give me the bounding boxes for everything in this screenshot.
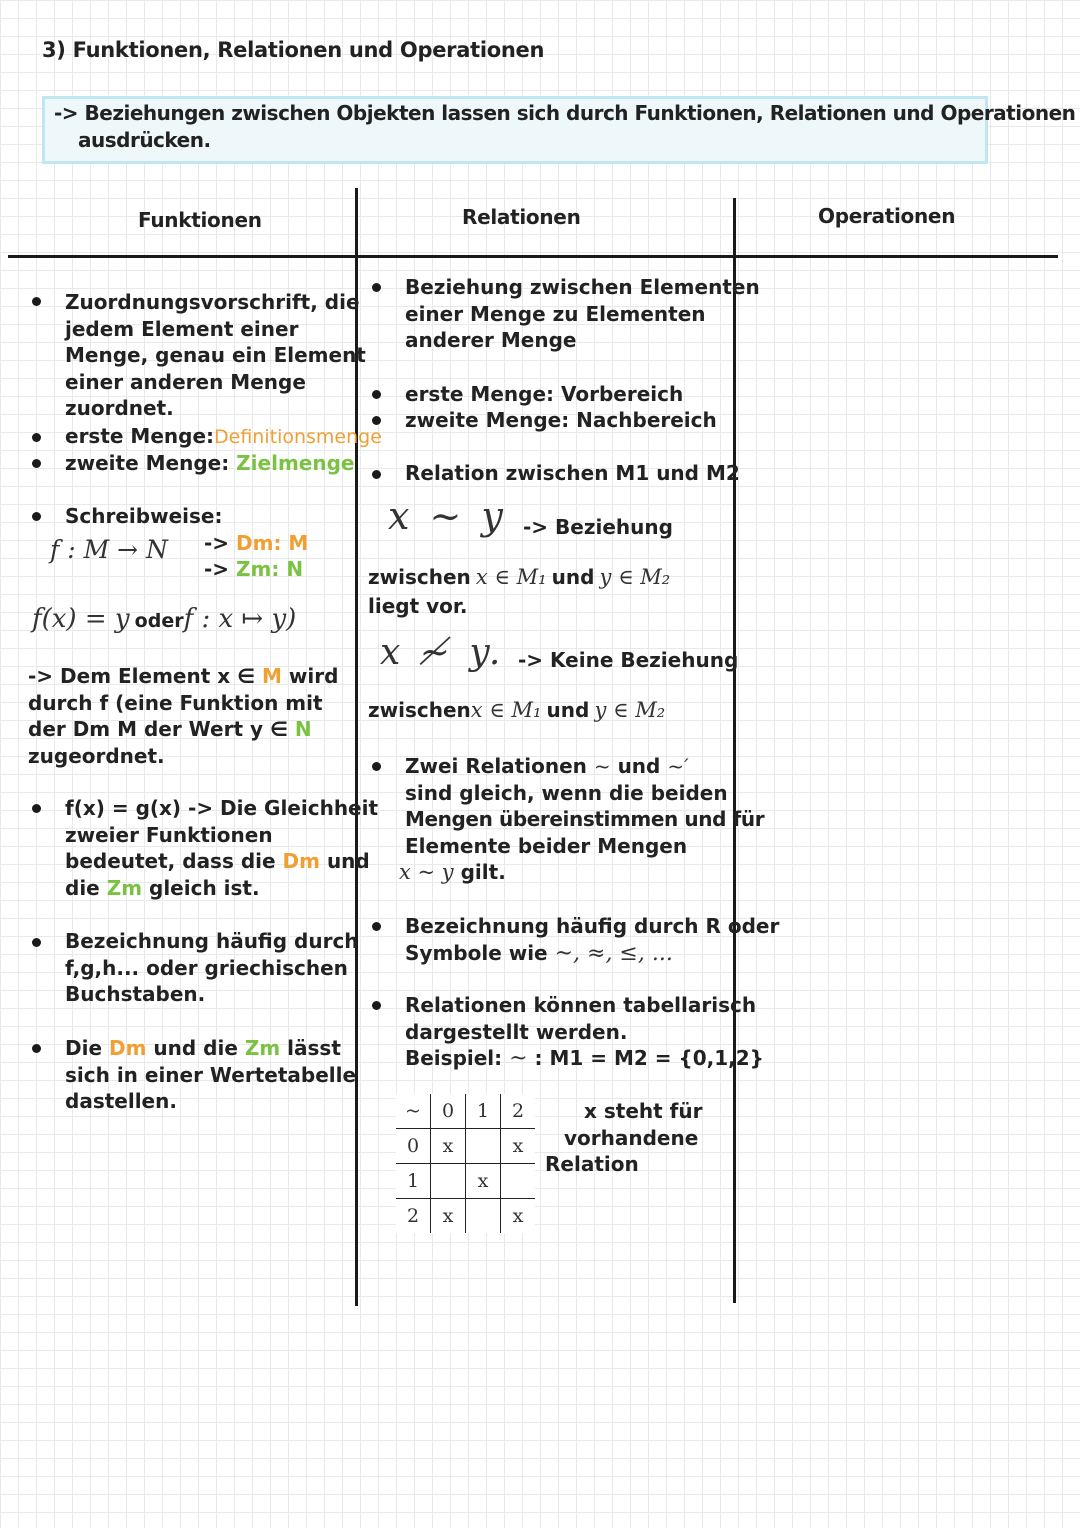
oder: oder <box>134 610 184 632</box>
column-header-operationen: Operationen <box>818 204 956 228</box>
table-cell: x <box>431 1129 466 1164</box>
text-line: bedeutet, dass die Dm und <box>65 849 370 873</box>
bullet <box>372 1001 381 1010</box>
erste-menge <box>65 423 382 451</box>
bullet <box>32 804 41 813</box>
text-line: einer anderen Menge <box>65 369 306 394</box>
gleichheit <box>65 795 378 901</box>
text-line: zuordnet. <box>65 396 174 420</box>
table-cell: 2 <box>396 1199 431 1234</box>
schreibweise-label: Schreibweise: <box>65 504 223 528</box>
table-cell <box>466 1129 501 1164</box>
table-cell: x <box>466 1164 501 1199</box>
table-row <box>396 1094 535 1129</box>
intro-line-1: -> Beziehungen zwischen Objekten lassen sich durch Funktionen, Relationen und Operationen <box>54 101 1076 125</box>
header-divider <box>8 255 1058 258</box>
zielmenge: Zielmenge <box>236 451 355 475</box>
table-cell: 0 <box>396 1129 431 1164</box>
tabellarisch <box>405 992 764 1073</box>
bullet <box>372 922 381 931</box>
text-line: Bezeichnung häufig durch R oder <box>405 914 780 938</box>
text-line: Bezeichnung häufig durch <box>65 929 359 953</box>
text-line: Beziehung zwischen Elementen <box>405 275 760 299</box>
keine-beziehung-label: -> Keine Beziehung <box>518 648 739 672</box>
text-line: Zwei Relationen ~ und ~′ <box>405 754 689 778</box>
bullet <box>372 390 381 399</box>
bullet <box>372 470 381 479</box>
mapsto-formula: f : x ↦ y) <box>183 604 297 634</box>
bullet <box>32 297 41 306</box>
und: und <box>546 698 590 722</box>
table-cell <box>501 1164 536 1199</box>
table-cell: 1 <box>466 1094 501 1129</box>
text-line: Symbole wie ~, ≈, ≤, ... <box>405 940 673 966</box>
zm-text: Zm: N <box>236 557 304 581</box>
table-cell: 1 <box>396 1164 431 1199</box>
funktion-description <box>28 663 338 769</box>
fx-formula: f(x) = y <box>32 604 130 634</box>
bullet <box>372 416 381 425</box>
relation-gleichheit <box>399 753 765 886</box>
column-header-funktionen: Funktionen <box>138 208 262 232</box>
text-line: der Dm M der Wert y ∈ N <box>28 717 312 741</box>
table-note-3: Relation <box>545 1152 639 1176</box>
column-divider-2 <box>733 198 736 1303</box>
label: erste Menge: <box>65 424 215 448</box>
bullet <box>32 459 41 468</box>
function-formula-line <box>32 604 296 635</box>
arrow: -> <box>204 557 237 581</box>
text-line: einer Menge zu Elementen <box>405 301 706 326</box>
relation-table <box>396 1094 535 1233</box>
label: zweite Menge: <box>65 451 237 475</box>
zwischen: zwischen <box>368 565 471 589</box>
text-line: die Zm gleich ist. <box>65 875 260 900</box>
x-in-m1: x ∈ M₁ <box>470 698 542 722</box>
intro-text <box>54 100 1075 154</box>
bullet <box>372 283 381 292</box>
notation-formula: f : M → N <box>50 535 168 564</box>
table-cell <box>431 1164 466 1199</box>
text-line: zugeordnet. <box>28 743 165 768</box>
table-note-1: x steht für <box>584 1099 703 1123</box>
text-line: dargestellt werden. <box>405 1019 628 1044</box>
bullet <box>32 512 41 521</box>
zweite-menge <box>65 450 354 477</box>
text-line: durch f (eine Funktion mit <box>28 690 323 715</box>
vorbereich: erste Menge: Vorbereich <box>405 382 684 406</box>
bullet <box>32 433 41 442</box>
page-title: 3) Funktionen, Relationen und Operationen <box>42 38 545 62</box>
text-line: Beispiel: ~ : M1 = M2 = {0,1,2} <box>405 1046 764 1071</box>
text-line: f(x) = g(x) -> Die Gleichheit <box>65 796 379 820</box>
bezeichnung-funktionen <box>65 928 359 1008</box>
und: und <box>551 565 595 589</box>
dm-text: Dm: M <box>236 531 309 555</box>
text-line: Mengen übereinstimmen und für <box>405 807 765 831</box>
relation-m1-m2: Relation zwischen M1 und M2 <box>405 461 740 485</box>
table-note-2: vorhandene <box>564 1126 699 1150</box>
text-line: Elemente beider Mengen <box>405 833 688 858</box>
dm-line <box>204 530 308 557</box>
text-line: -> Dem Element x ∈ M wird <box>28 664 339 688</box>
table-cell: x <box>431 1199 466 1234</box>
text-line: sich in einer Wertetabelle <box>65 1062 357 1087</box>
text-line: dastellen. <box>65 1089 177 1113</box>
text-line: Relationen können tabellarisch <box>405 993 757 1017</box>
table-row <box>396 1164 535 1199</box>
text-line: Zuordnungsvorschrift, die <box>65 290 360 314</box>
funktion-definition <box>65 289 366 422</box>
table-cell <box>466 1199 501 1234</box>
column-header-relationen: Relationen <box>462 205 581 229</box>
liegt-vor: liegt vor. <box>368 594 468 618</box>
table-row <box>396 1129 535 1164</box>
x-in-m1: x ∈ M₁ <box>475 565 547 589</box>
arrow: -> <box>204 531 237 555</box>
text-line: Buchstaben. <box>65 982 206 1006</box>
table-cell: ~ <box>396 1094 431 1129</box>
text-line: jedem Element einer <box>65 316 299 341</box>
zwischen-line <box>368 564 670 591</box>
bezeichnung-relationen <box>405 913 779 967</box>
text-line: anderer Menge <box>405 328 577 352</box>
beziehung-label: -> Beziehung <box>523 515 673 539</box>
table-row <box>396 1199 535 1234</box>
x-relation-y: x ~ y <box>388 494 507 538</box>
definitionsmenge: Definitionsmenge <box>214 426 382 448</box>
text-line: sind gleich, wenn die beiden <box>405 780 728 805</box>
bullet <box>32 1044 41 1053</box>
text-line: zweier Funktionen <box>65 822 273 847</box>
zwischen-line-2 <box>368 697 665 724</box>
x-not-relation-y: x ≁ y. <box>380 632 505 673</box>
table-cell: x <box>501 1199 536 1234</box>
text-line: x ~ y gilt. <box>399 860 506 884</box>
relation-definition <box>405 274 760 354</box>
zwischen: zwischen <box>368 698 471 722</box>
y-in-m2: y ∈ M₂ <box>599 565 671 589</box>
relation-table-wrap <box>396 1094 535 1233</box>
y-in-m2: y ∈ M₂ <box>594 698 666 722</box>
table-cell: 2 <box>501 1094 536 1129</box>
intro-line-2: ausdrücken. <box>78 128 211 152</box>
wertetabelle <box>65 1035 356 1115</box>
text-line: Die Dm und die Zm lässt <box>65 1036 341 1060</box>
bullet <box>372 762 381 771</box>
table-cell: 0 <box>431 1094 466 1129</box>
zm-line <box>204 556 303 583</box>
table-cell: x <box>501 1129 536 1164</box>
bullet <box>32 938 41 947</box>
text-line: f,g,h... oder griechischen <box>65 955 348 980</box>
text-line: Menge, genau ein Element <box>65 343 366 367</box>
nachbereich: zweite Menge: Nachbereich <box>405 408 717 432</box>
